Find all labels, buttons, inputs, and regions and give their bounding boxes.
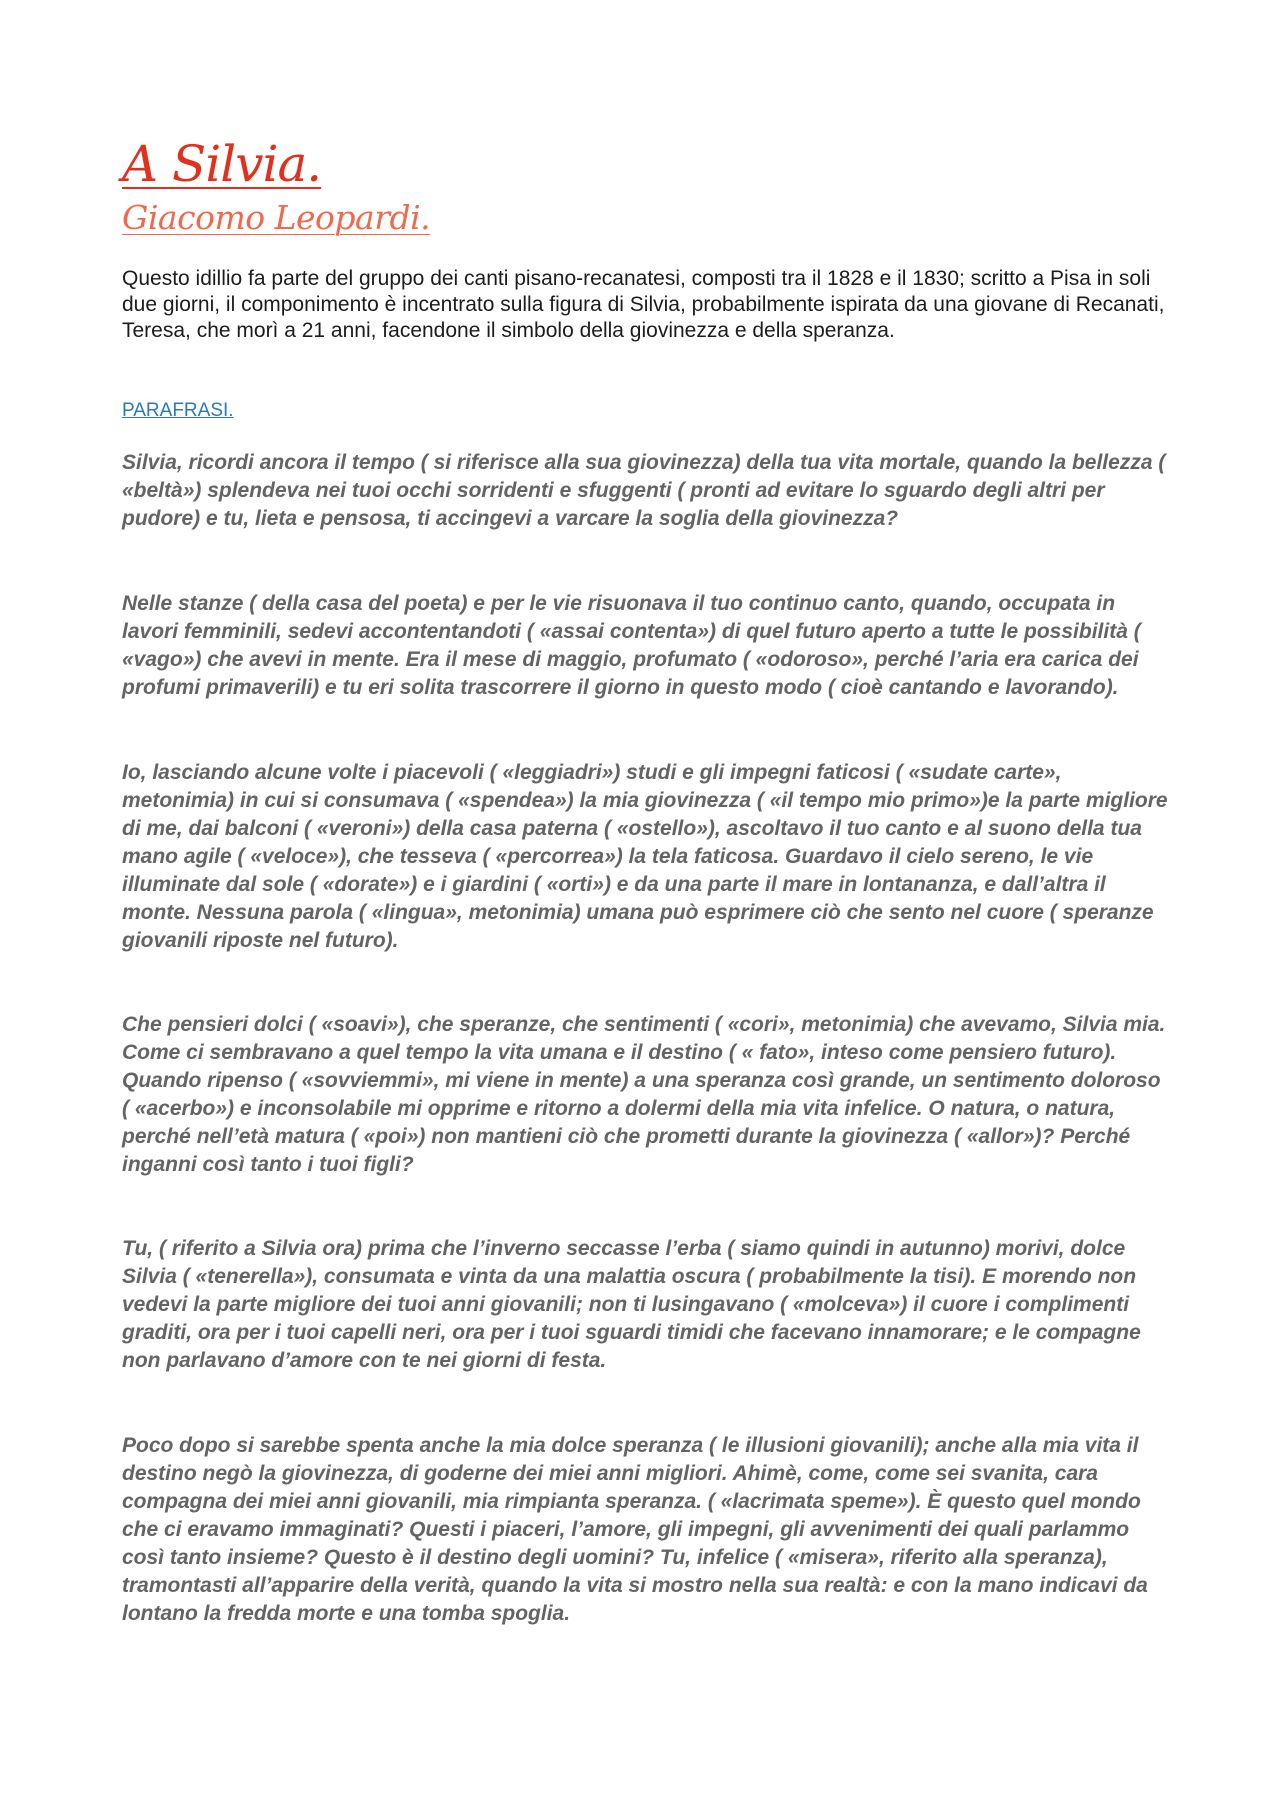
paraphrase-paragraph-1: Silvia, ricordi ancora il tempo ( si riferisce alla sua giovinezza) della tua vita mortale, quando la bellezza ( «beltà») splendeva nei tuoi occhi sorridenti e sfuggenti ( pronti ad evitare lo sguardo degli altri per pudore) e tu, lieta e pensosa, ti accingevi a varcare la soglia della giovinezza? [122, 451, 1166, 530]
paraphrase-paragraph-4: Che pensieri dolci ( «soavi»), che speranze, che sentimenti ( «cori», metonimia) che avevamo, Silvia mia. Come ci sembravano a quel tempo la vita umana e il destino ( « fato», inteso come pensiero futuro). Quando ripenso ( «sovviemmi», mi viene in mente) a una speranza così grande, un sentimento doloroso ( «acerbo») e inconsolabile mi opprime e ritorno a dolermi della mia vita infelice. O natura, o natura, perché nell’età matura ( «poi») non mantieni ciò che prometti durante la giovinezza ( «allor»)? Perché inganni così tanto i tuoi figli? [122, 1013, 1166, 1176]
paraphrase-paragraph-3: Io, lasciando alcune volte i piacevoli ( «leggiadri») studi e gli impegni faticosi ( «sudate carte», metonimia) in cui si consumava ( «spendea») la mia giovinezza ( «il tempo mio primo»)e la parte migliore di me, dai balconi ( «veroni») della casa paterna ( «ostello»), ascoltavo il tuo canto e al suono della tua mano agile ( «veloce»), che tesseva ( «percorrea») la tela faticosa. Guardavo il cielo sereno, le vie illuminate dal sole ( «dorate») e i giardini ( «orti») e da una parte il mare in lontananza, e dall’altra il monte. Nessuna parola ( «lingua», metonimia) umana può esprimere ciò che sento nel cuore ( speranze giovanili riposte nel futuro). [122, 761, 1168, 952]
paraphrase-paragraph-6: Poco dopo si sarebbe spenta anche la mia dolce speranza ( le illusioni giovanili); anche alla mia vita il destino negò la giovinezza, di goderne dei miei anni migliori. Ahimè, come, come sei svanita, cara compagna dei miei anni giovanili, mia rimpianta speranza. ( «lacrimata speme»). È questo quel mondo che ci eravamo immaginati? Questi i piaceri, l’amore, gli impegni, gli avvenimenti dei quali parlammo così tanto insieme? Questo è il destino degli uomini? Tu, infelice ( «misera», riferito alla speranza), tramontasti all’apparire della verità, quando la vita si mostro nella sua realtà: e con la mano indicavi da lontano la fredda morte e una tomba spoglia. [122, 1434, 1148, 1625]
author-subtitle: Giacomo Leopardi. [122, 198, 431, 237]
parafrasi-link[interactable]: PARAFRASI. [122, 400, 234, 421]
intro-paragraph: Questo idillio fa parte del gruppo dei canti pisano-recanatesi, composti tra il 1828 e il 1830; scritto a Pisa in soli due giorni, il componimento è incentrato sulla figura di Silvia, probabilmente ispirata da una giovane di Recanati, Teresa, che morì a 21 anni, facendone il simbolo della giovinezza e della speranza. [122, 267, 1165, 342]
page-title: A Silvia. [122, 135, 322, 193]
paraphrase-paragraph-5: Tu, ( riferito a Silvia ora) prima che l’inverno seccasse l’erba ( siamo quindi in autunno) morivi, dolce Silvia ( «tenerella»), consumata e vinta da una malattia oscura ( probabilmente la tisi). E morendo non vedevi la parte migliore dei tuoi anni giovanili; non ti lusingavano ( «molceva») il cuore i complimenti graditi, ora per i tuoi capelli neri, ora per i tuoi sguardi timidi che facevano innamorare; e le compagne non parlavano d’amore con te nei giorni di festa. [122, 1237, 1141, 1372]
paraphrase-paragraph-2: Nelle stanze ( della casa del poeta) e per le vie risuonava il tuo continuo canto, quando, occupata in lavori femminili, sedevi accontentandoti ( «assai contenta») di quel futuro aperto a tutte le possibilità ( «vago») che avevi in mente. Era il mese di maggio, profumato ( «odoroso», perché l’aria era carica dei profumi primaverili) e tu eri solita trascorrere il giorno in questo modo ( cioè cantando e lavorando). [122, 592, 1141, 699]
